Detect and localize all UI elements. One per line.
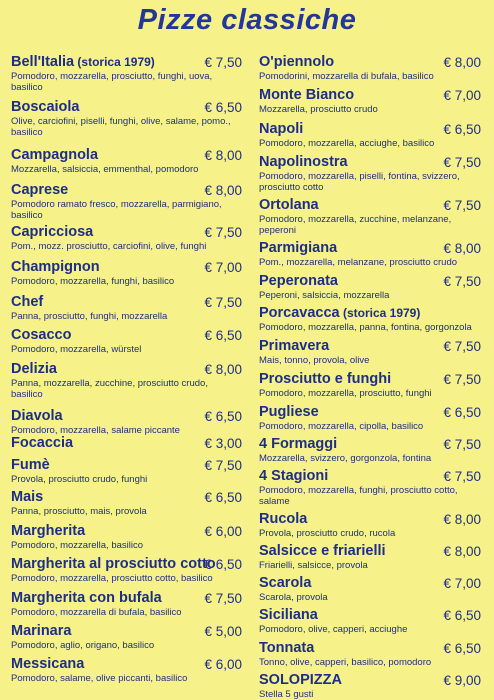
item-price: € 6,50: [204, 557, 242, 572]
item-price: € 6,50: [443, 641, 481, 656]
item-price: € 8,00: [443, 512, 481, 527]
item-price: € 6,00: [204, 524, 242, 539]
menu-item-header: [259, 154, 481, 171]
menu-item-header: [11, 147, 242, 164]
menu-item: [11, 656, 242, 684]
item-name: [259, 371, 391, 387]
menu-item: [11, 327, 242, 355]
item-name-text: Parmigiana: [259, 240, 338, 256]
item-name-text: Tonnata: [259, 640, 315, 656]
item-description: Pom., mozz. prosciutto, carciofini, olive, funghi: [11, 241, 207, 252]
menu-item-header: [259, 87, 481, 104]
menu-item-header: [259, 273, 481, 290]
item-name-text: Marinara: [11, 623, 72, 639]
menu-item: [259, 436, 481, 464]
item-description: Pomodoro, mozzarella, cipolla, basilico: [259, 421, 424, 432]
menu-item: [11, 99, 242, 138]
item-name: [259, 154, 348, 170]
menu-item-header: [259, 404, 481, 421]
menu-item: [11, 182, 242, 221]
menu-item-header: [259, 305, 481, 322]
menu-item-header: [11, 224, 242, 241]
menu-item: [259, 607, 481, 635]
item-description: Olive, carciofini, piselli, funghi, olive, salame, pomo., basilico: [11, 116, 231, 138]
item-name: [11, 489, 43, 505]
menu-item-header: [11, 327, 242, 344]
item-price: € 7,50: [443, 437, 481, 452]
item-price: € 3,00: [204, 436, 242, 451]
item-description: Pomodoro, mozzarella, panna, fontina, gorgonzola: [259, 322, 472, 333]
menu-item: [11, 435, 242, 452]
item-name: [259, 338, 329, 354]
item-description: Pomodoro ramato fresco, mozzarella, parmigiano, basilico: [11, 199, 222, 221]
item-description: Pom., mozzarella, melanzane, prosciutto crudo: [259, 257, 458, 268]
item-name: [259, 607, 318, 623]
menu-item: [11, 147, 242, 175]
menu-item: [11, 489, 242, 517]
item-name-text: Margherita al prosciutto cotto: [11, 556, 216, 572]
item-name-text: Bell'Italia: [11, 54, 75, 70]
menu-item: [259, 197, 481, 236]
item-name: [259, 436, 337, 452]
item-description: Pomodoro, mozzarella, zucchine, melanzane, peperoni: [259, 214, 452, 236]
item-name-text: Napoli: [259, 121, 304, 137]
item-price: € 6,50: [204, 409, 242, 424]
menu-item-header: [11, 408, 242, 425]
item-name: [259, 640, 314, 656]
menu-item: [259, 240, 481, 268]
menu-item-header: [11, 54, 242, 71]
item-name-extra: (storica 1979): [74, 55, 155, 69]
menu-item: [259, 468, 481, 507]
item-name: [11, 656, 84, 672]
menu-item: [259, 640, 481, 668]
menu-item: [259, 404, 481, 432]
item-description: Pomodoro, mozzarella, basilico: [11, 540, 144, 551]
menu-item: [11, 361, 242, 400]
item-price: € 7,00: [443, 576, 481, 591]
item-name-text: Chef: [11, 294, 44, 310]
item-name-text: Pugliese: [259, 404, 319, 420]
item-price: € 7,50: [443, 372, 481, 387]
item-price: € 7,50: [204, 591, 242, 606]
menu-item-header: [259, 468, 481, 485]
menu-item: [259, 672, 481, 700]
menu-item: [11, 457, 242, 485]
menu-item-header: [11, 259, 242, 276]
item-name: [11, 99, 80, 115]
item-name-text: Margherita con bufala: [11, 590, 162, 606]
menu-item-header: [11, 656, 242, 673]
menu-item: [11, 259, 242, 287]
item-price: € 8,00: [443, 241, 481, 256]
menu-item: [11, 54, 242, 93]
item-name: [259, 240, 337, 256]
menu-item: [11, 590, 242, 618]
menu-item-header: [11, 99, 242, 116]
item-description: Panna, mozzarella, zucchine, prosciutto crudo, basilico: [11, 378, 208, 400]
item-description: Tonno, olive, capperi, basilico, pomodoro: [259, 657, 432, 668]
menu-item-header: [11, 556, 242, 573]
item-name: [259, 511, 307, 527]
menu-item: [259, 54, 481, 82]
menu-item-header: [259, 436, 481, 453]
item-name: [259, 273, 338, 289]
menu-item-header: [259, 607, 481, 624]
item-name: [11, 408, 63, 424]
item-description: Peperoni, salsiccia, mozzarella: [259, 290, 390, 301]
item-price: € 6,00: [204, 657, 242, 672]
item-description: Panna, prosciutto, funghi, mozzarella: [11, 311, 168, 322]
item-description: Mozzarella, prosciutto crudo: [259, 104, 378, 115]
menu-item: [259, 338, 481, 366]
item-name-text: Boscaiola: [11, 99, 80, 115]
item-name: [11, 590, 162, 606]
item-name: [11, 457, 50, 473]
item-name: [259, 87, 354, 103]
item-name: [259, 305, 420, 321]
item-name-text: Focaccia: [11, 435, 74, 451]
item-name-text: Diavola: [11, 408, 63, 424]
item-description: Pomodoro, mozzarella, piselli, fontina, svizzero, prosciutto cotto: [259, 171, 460, 193]
menu-item-header: [259, 197, 481, 214]
item-name: [11, 523, 85, 539]
item-name: [11, 623, 71, 639]
item-name: [11, 147, 98, 163]
item-price: € 7,50: [204, 295, 242, 310]
item-name: [11, 182, 68, 198]
item-name: [259, 468, 328, 484]
item-price: € 5,00: [204, 624, 242, 639]
item-name: [259, 543, 386, 559]
menu-item: [11, 408, 242, 436]
item-name: [259, 404, 319, 420]
item-name-text: Primavera: [259, 338, 330, 354]
item-name: [11, 259, 100, 275]
item-name: [259, 575, 311, 591]
item-price: € 8,00: [204, 362, 242, 377]
menu-item-header: [11, 435, 242, 452]
menu-item: [11, 556, 242, 584]
menu-item-header: [11, 523, 242, 540]
menu-item: [11, 523, 242, 551]
item-name-text: Porcavacca: [259, 305, 340, 321]
item-price: € 6,50: [443, 122, 481, 137]
menu-item-header: [259, 511, 481, 528]
item-name: [11, 361, 57, 377]
item-name-text: Messicana: [11, 656, 85, 672]
menu-item-header: [11, 182, 242, 199]
item-description: Mais, tonno, provola, olive: [259, 355, 370, 366]
item-price: € 6,50: [443, 405, 481, 420]
item-price: € 7,00: [204, 260, 242, 275]
item-description: Pomodoro, mozzarella, prosciutto cotto, basilico: [11, 573, 213, 584]
menu-item-header: [11, 457, 242, 474]
menu-item-header: [259, 121, 481, 138]
item-description: Mozzarella, svizzero, gorgonzola, fontina: [259, 453, 432, 464]
item-name: [259, 121, 303, 137]
item-price: € 7,50: [443, 155, 481, 170]
item-description: Pomodoro, mozzarella, prosciutto, funghi, uova, basilico: [11, 71, 213, 93]
item-description: Panna, prosciutto, mais, provola: [11, 506, 147, 517]
menu-item: [259, 543, 481, 571]
item-description: Provola, prosciutto crudo, funghi: [11, 474, 148, 485]
item-name-text: Rucola: [259, 511, 308, 527]
item-name-text: 4 Formaggi: [259, 436, 338, 452]
item-name-text: Monte Bianco: [259, 87, 355, 103]
item-name: [259, 54, 334, 70]
item-price: € 7,50: [443, 469, 481, 484]
item-price: € 6,50: [204, 490, 242, 505]
item-description: Pomodoro, mozzarella, salame piccante: [11, 425, 180, 436]
item-description: Friarielli, salsicce, provola: [259, 560, 368, 571]
menu-item-header: [259, 338, 481, 355]
item-name: [259, 672, 342, 688]
menu-item-header: [259, 543, 481, 560]
item-description: Pomodorini, mozzarella di bufala, basilico: [259, 71, 434, 82]
item-name: [11, 327, 71, 343]
item-name: [11, 556, 216, 572]
item-price: € 7,50: [443, 198, 481, 213]
menu-item-header: [11, 361, 242, 378]
item-description: Stella 5 gusti: [259, 689, 314, 700]
item-price: € 7,50: [204, 225, 242, 240]
menu-item-header: [259, 575, 481, 592]
item-name-text: Campagnola: [11, 147, 99, 163]
item-description: Pomodoro, mozzarella, funghi, basilico: [11, 276, 175, 287]
item-description: Pomodoro, salame, olive piccanti, basilico: [11, 673, 188, 684]
menu-item: [11, 224, 242, 252]
item-price: € 6,50: [443, 608, 481, 623]
item-name: [11, 54, 155, 70]
item-description: Pomodoro, mozzarella, würstel: [11, 344, 142, 355]
item-name-text: Siciliana: [259, 607, 318, 623]
item-name-text: Caprese: [11, 182, 69, 198]
item-name: [11, 294, 43, 310]
item-name-text: Margherita: [11, 523, 86, 539]
menu-item-header: [259, 371, 481, 388]
item-price: € 7,50: [204, 55, 242, 70]
item-name-extra: (storica 1979): [339, 306, 421, 320]
item-price: € 6,50: [204, 328, 242, 343]
menu-item: [259, 511, 481, 539]
item-description: Pomodoro, mozzarella, acciughe, basilico: [259, 138, 435, 149]
item-description: Pomodoro, aglio, origano, basilico: [11, 640, 155, 651]
item-name-text: Salsicce e friarielli: [259, 543, 386, 559]
item-description: Pomodoro, mozzarella di bufala, basilico: [11, 607, 182, 618]
item-name-text: Mais: [11, 489, 44, 505]
menu-item-header: [11, 623, 242, 640]
item-name-text: 4 Stagioni: [259, 468, 329, 484]
item-name-text: Napolinostra: [259, 154, 348, 170]
item-name-text: Cosacco: [11, 327, 72, 343]
item-name-text: Fumè: [11, 457, 50, 473]
page-title: Pizze classiche: [137, 4, 357, 36]
item-description: Scarola, provola: [259, 592, 328, 603]
item-description: Pomodoro, mozzarella, funghi, prosciutto cotto, salame: [259, 485, 458, 507]
menu-item: [259, 154, 481, 193]
menu-item-header: [259, 54, 481, 71]
item-price: € 8,00: [443, 544, 481, 559]
item-name-text: Ortolana: [259, 197, 319, 213]
menu-item: [259, 305, 481, 333]
item-price: € 7,50: [443, 339, 481, 354]
menu-item-header: [259, 240, 481, 257]
item-price: € 7,00: [443, 88, 481, 103]
item-description: Pomodoro, olive, capperi, acciughe: [259, 624, 408, 635]
menu-item-header: [259, 672, 481, 689]
item-price: € 9,00: [443, 673, 481, 688]
item-price: € 7,50: [204, 458, 242, 473]
item-price: € 6,50: [204, 100, 242, 115]
item-name-text: Champignon: [11, 259, 100, 275]
item-name-text: Peperonata: [259, 273, 338, 289]
menu-item-header: [259, 640, 481, 657]
item-name-text: Delizia: [11, 361, 57, 377]
item-description: Pomodoro, mozzarella, prosciutto, funghi: [259, 388, 432, 399]
item-price: € 8,00: [204, 183, 242, 198]
item-name-text: Capricciosa: [11, 224, 94, 240]
item-name-text: SOLOPIZZA: [259, 672, 342, 688]
item-name-text: Scarola: [259, 575, 312, 591]
menu-item-header: [11, 590, 242, 607]
item-name: [259, 197, 319, 213]
item-name: [11, 224, 93, 240]
item-price: € 8,00: [204, 148, 242, 163]
menu-item: [11, 623, 242, 651]
menu-item-header: [11, 294, 242, 311]
menu-item: [259, 273, 481, 301]
item-price: € 7,50: [443, 274, 481, 289]
item-description: Provola, prosciutto crudo, rucola: [259, 528, 396, 539]
menu-item: [259, 371, 481, 399]
item-name-text: O'piennolo: [259, 54, 335, 70]
item-name: [11, 435, 73, 451]
menu-item-header: [11, 489, 242, 506]
menu-item: [259, 87, 481, 115]
item-name-text: Prosciutto e funghi: [259, 371, 392, 387]
menu-item: [259, 121, 481, 149]
menu-item: [259, 575, 481, 603]
item-description: Mozzarella, salsiccia, emmenthal, pomodoro: [11, 164, 199, 175]
item-price: € 8,00: [443, 55, 481, 70]
menu-item: [11, 294, 242, 322]
